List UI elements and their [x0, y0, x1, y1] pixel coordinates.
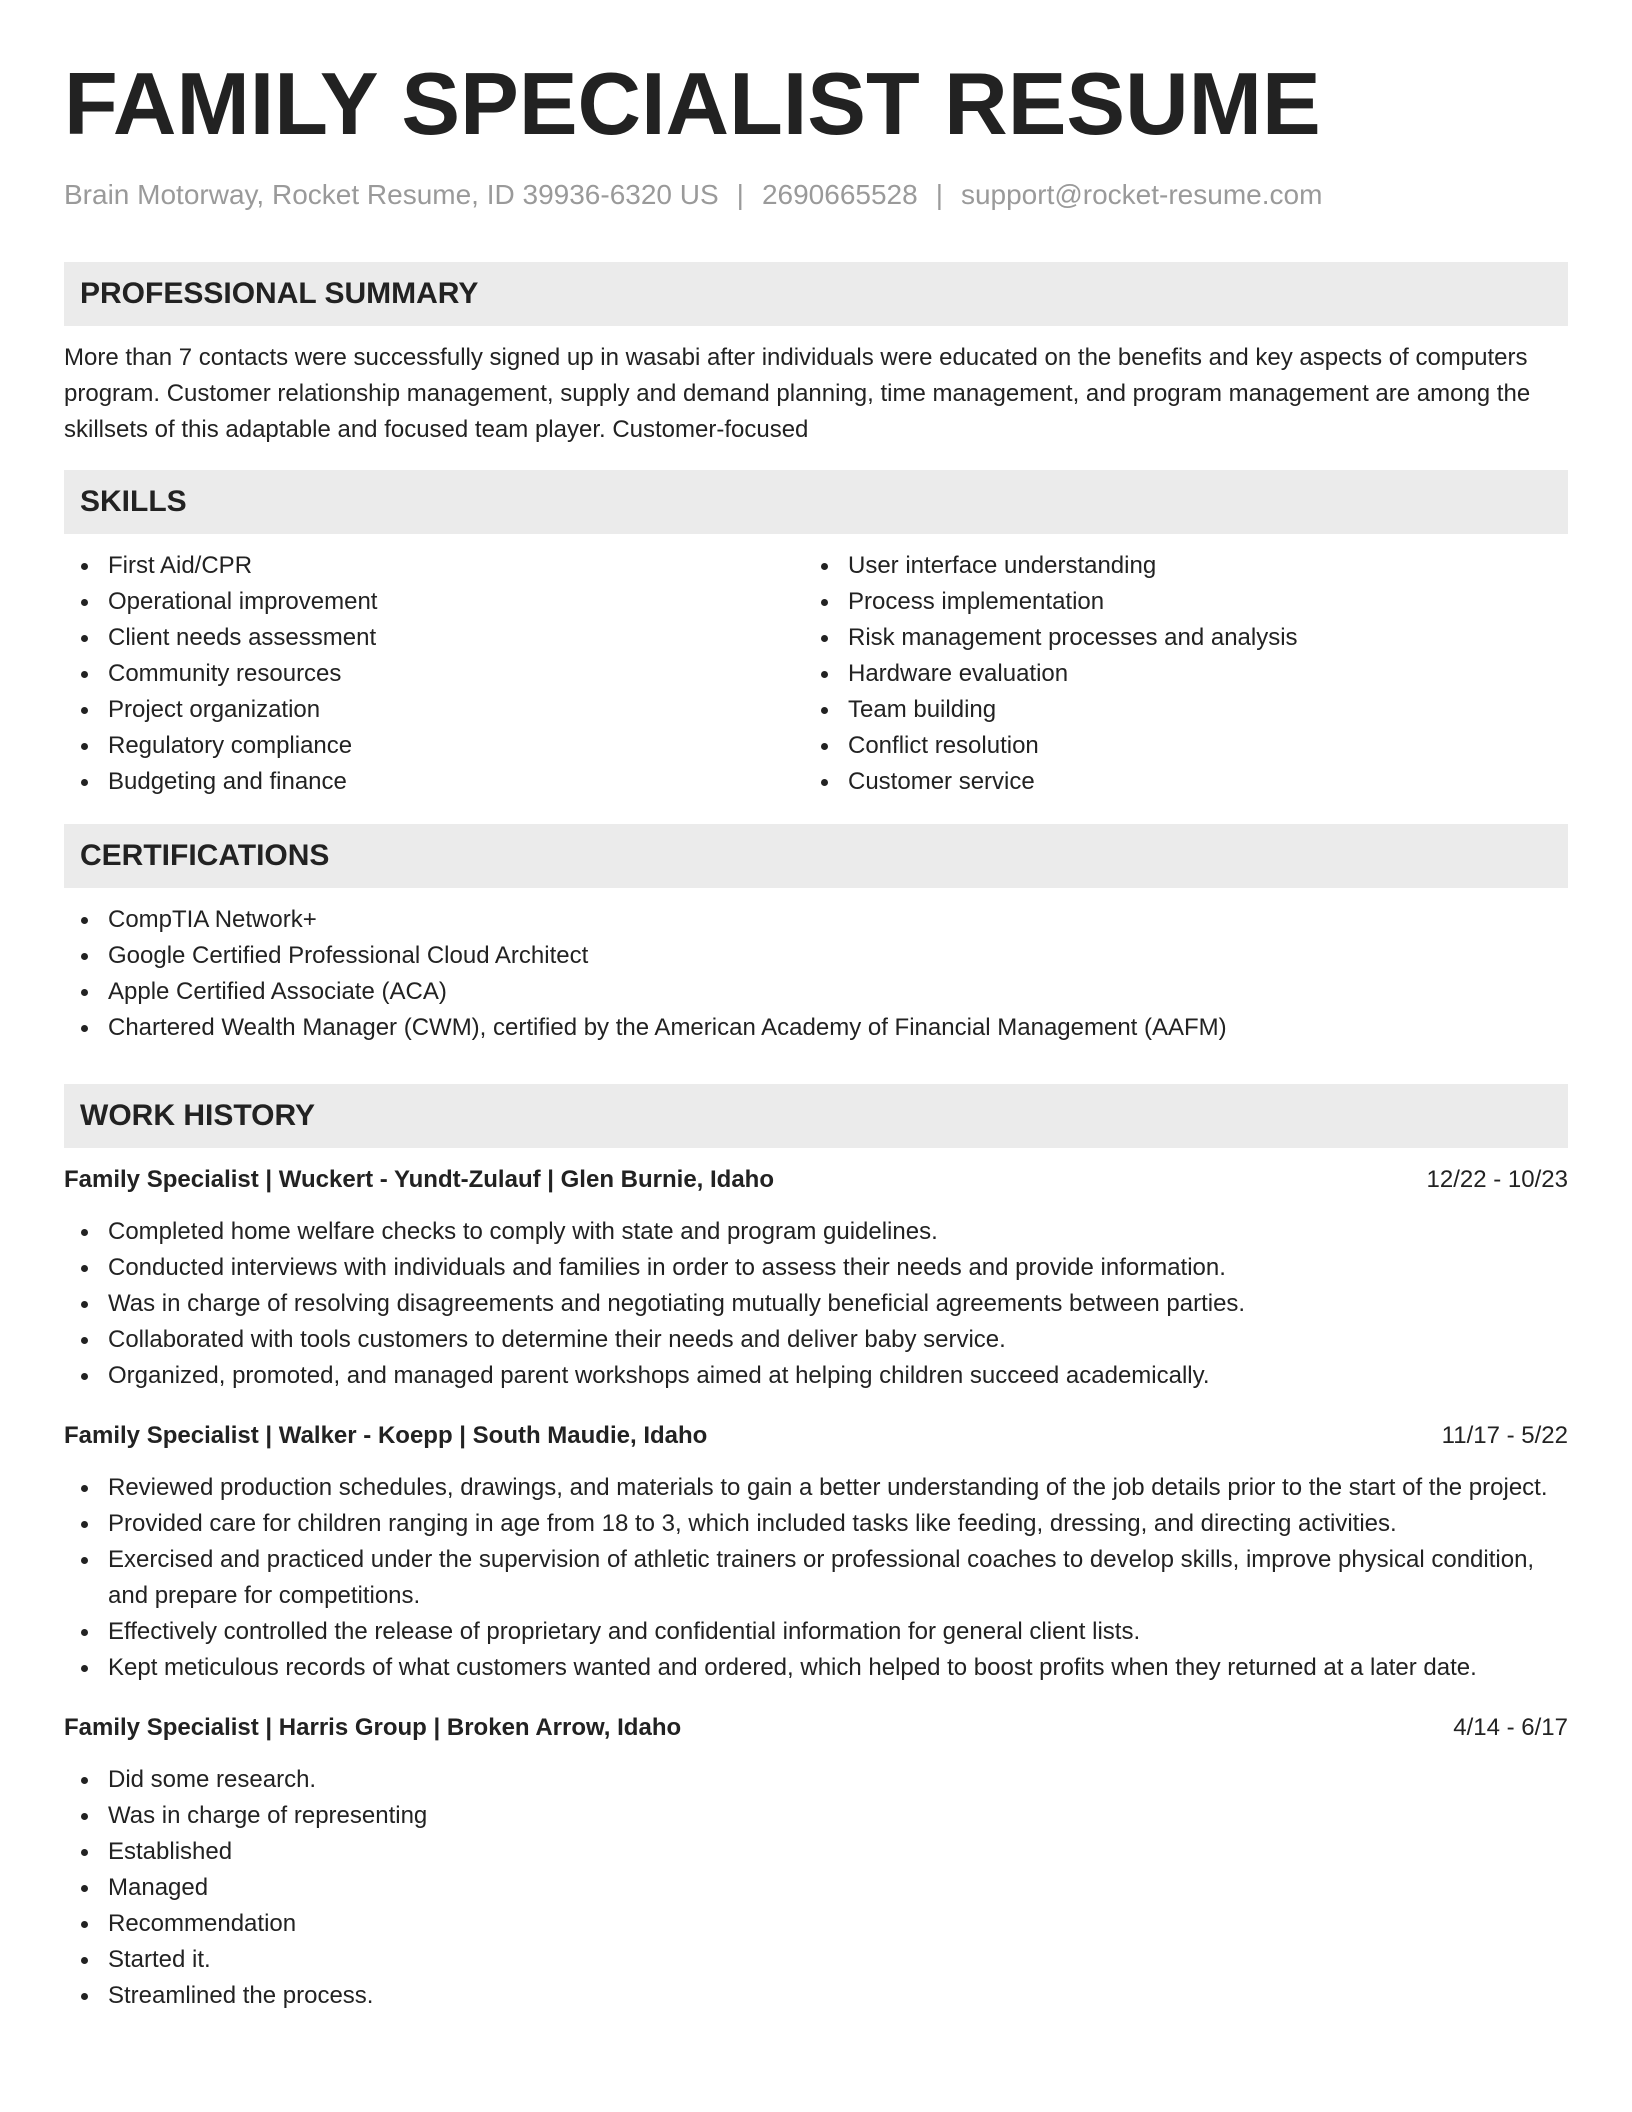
job-header: [64, 1162, 1568, 1198]
list-item: Managed: [64, 1870, 1568, 1906]
job-title: Family Specialist | Wuckert - Yundt-Zulauf | Glen Burnie, Idaho: [64, 1166, 774, 1193]
list-item: Hardware evaluation: [804, 656, 1544, 692]
list-item: Team building: [804, 692, 1544, 728]
list-item: Customer service: [804, 764, 1544, 800]
job-header: [64, 1418, 1568, 1454]
list-item: Process implementation: [804, 584, 1544, 620]
skills-list-right: [804, 548, 1544, 800]
list-item: Started it.: [64, 1942, 1568, 1978]
list-item: Risk management processes and analysis: [804, 620, 1544, 656]
list-item: Conducted interviews with individuals and families in order to assess their needs and provide information.: [64, 1250, 1568, 1286]
list-item: Community resources: [64, 656, 804, 692]
job-dates: 11/17 - 5/22: [1441, 1422, 1568, 1449]
list-item: Project organization: [64, 692, 804, 728]
list-item: Budgeting and finance: [64, 764, 804, 800]
list-item: Effectively controlled the release of proprietary and confidential information for general client lists.: [64, 1614, 1568, 1650]
skills-grid: [64, 548, 1568, 800]
job-dates: 4/14 - 6/17: [1453, 1714, 1568, 1741]
list-item: User interface understanding: [804, 548, 1544, 584]
list-item: Kept meticulous records of what customers wanted and ordered, which helped to boost profits when they returned at a later date.: [64, 1650, 1568, 1686]
list-item: Google Certified Professional Cloud Architect: [64, 938, 1568, 974]
list-item: Operational improvement: [64, 584, 804, 620]
job-title: Family Specialist | Walker - Koepp | South Maudie, Idaho: [64, 1422, 708, 1449]
job-bullets: [64, 1470, 1568, 1686]
contact-email: support@rocket-resume.com: [960, 179, 1323, 210]
list-item: Completed home welfare checks to comply with state and program guidelines.: [64, 1214, 1568, 1250]
job-title: Family Specialist | Harris Group | Broken Arrow, Idaho: [64, 1714, 682, 1741]
section-header-work-history: WORK HISTORY: [64, 1084, 1568, 1148]
contact-separator: |: [935, 179, 943, 210]
summary-text: More than 7 contacts were successfully signed up in wasabi after individuals were educated on the benefits and key aspects of computers program. Customer relationship management, supply and demand planning, time management, and program management are among the skillsets of this adaptable and focused team player. Customer-focused: [64, 344, 1531, 443]
list-item: CompTIA Network+: [64, 902, 1568, 938]
list-item: Reviewed production schedules, drawings, and materials to gain a better understanding of the job details prior to the start of the project.: [64, 1470, 1568, 1506]
list-item: Provided care for children ranging in age from 18 to 3, which included tasks like feeding, dressing, and directing activities.: [64, 1506, 1568, 1542]
certifications-list: [64, 902, 1568, 1046]
list-item: Client needs assessment: [64, 620, 804, 656]
job-bullets: [64, 1762, 1568, 2014]
resume-title: FAMILY SPECIALIST RESUME: [64, 54, 1321, 153]
skills-list-left: [64, 548, 804, 800]
list-item: Was in charge of representing: [64, 1798, 1568, 1834]
contact-separator: |: [736, 179, 744, 210]
section-header-skills: SKILLS: [64, 470, 1568, 534]
section-header-summary: PROFESSIONAL SUMMARY: [64, 262, 1568, 326]
job-dates: 12/22 - 10/23: [1426, 1166, 1568, 1193]
contact-address: Brain Motorway, Rocket Resume, ID 39936-6320 US: [64, 179, 719, 210]
list-item: Was in charge of resolving disagreements and negotiating mutually beneficial agreements between parties.: [64, 1286, 1568, 1322]
list-item: Chartered Wealth Manager (CWM), certified by the American Academy of Financial Management (AAFM): [64, 1010, 1568, 1046]
list-item: Did some research.: [64, 1762, 1568, 1798]
list-item: First Aid/CPR: [64, 548, 804, 584]
list-item: Collaborated with tools customers to determine their needs and deliver baby service.: [64, 1322, 1568, 1358]
list-item: Established: [64, 1834, 1568, 1870]
job-entry: [64, 1162, 1568, 1394]
contact-phone: 2690665528: [761, 179, 918, 210]
job-entry: [64, 1710, 1568, 2014]
job-bullets: [64, 1214, 1568, 1394]
list-item: Regulatory compliance: [64, 728, 804, 764]
list-item: Conflict resolution: [804, 728, 1544, 764]
contact-line: [64, 178, 1568, 212]
list-item: Streamlined the process.: [64, 1978, 1568, 2014]
list-item: Organized, promoted, and managed parent workshops aimed at helping children succeed academically.: [64, 1358, 1568, 1394]
job-header: [64, 1710, 1568, 1746]
list-item: Apple Certified Associate (ACA): [64, 974, 1568, 1010]
work-history-list: [64, 1162, 1568, 2014]
job-entry: [64, 1418, 1568, 1686]
list-item: Recommendation: [64, 1906, 1568, 1942]
section-header-certifications: CERTIFICATIONS: [64, 824, 1568, 888]
list-item: Exercised and practiced under the supervision of athletic trainers or professional coaches to develop skills, improve physical condition, and prepare for competitions.: [64, 1542, 1568, 1614]
